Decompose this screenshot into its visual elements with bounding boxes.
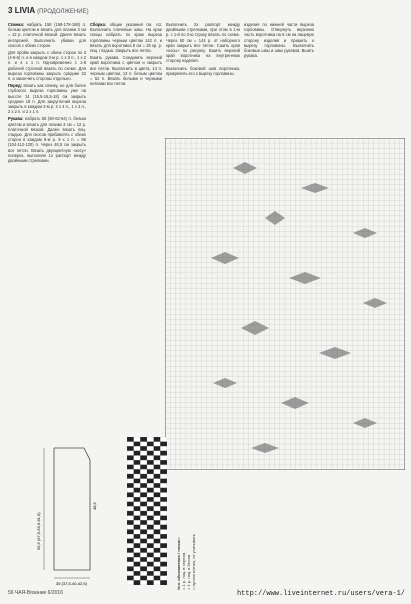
braid-cell bbox=[160, 483, 167, 488]
braid-cell bbox=[160, 446, 167, 451]
braid-cell bbox=[160, 511, 167, 516]
braid-cell bbox=[147, 506, 154, 511]
braid-cell bbox=[147, 571, 154, 576]
braid-cell bbox=[127, 493, 134, 498]
braid-cell bbox=[160, 474, 167, 479]
braid-cell bbox=[127, 488, 134, 493]
braid-cell bbox=[127, 571, 134, 576]
braid-cell bbox=[134, 567, 141, 572]
braid-cell bbox=[140, 525, 147, 530]
braid-cell bbox=[160, 506, 167, 511]
braid-cell bbox=[134, 534, 141, 539]
model-subtitle: (ПРОДОЛЖЕНИЕ) bbox=[37, 9, 89, 15]
braid-cell bbox=[154, 562, 161, 567]
braid-cell bbox=[140, 483, 147, 488]
braid-cell bbox=[127, 446, 134, 451]
braid-cell bbox=[154, 488, 161, 493]
braid-cell bbox=[147, 465, 154, 470]
legend-item: = 1 p. лиц. в белом bbox=[186, 554, 191, 590]
braid-cell bbox=[134, 543, 141, 548]
braid-cell bbox=[127, 479, 134, 484]
braid-cell bbox=[140, 442, 147, 447]
braid-cell bbox=[134, 483, 141, 488]
braid-cell bbox=[160, 557, 167, 562]
braid-cell bbox=[154, 497, 161, 502]
braid-cell bbox=[127, 539, 134, 544]
braid-cell bbox=[127, 511, 134, 516]
braid-cell bbox=[134, 442, 141, 447]
braid-cell bbox=[160, 539, 167, 544]
braid-cell bbox=[160, 548, 167, 553]
braid-cell bbox=[147, 520, 154, 525]
paragraph bbox=[166, 22, 240, 64]
braid-cell bbox=[154, 456, 161, 461]
braid-cell bbox=[147, 580, 154, 585]
chart-motif bbox=[251, 443, 279, 453]
chart-motif bbox=[301, 183, 329, 193]
braid-chart bbox=[127, 437, 167, 585]
braid-cell bbox=[127, 474, 134, 479]
braid-cell bbox=[154, 571, 161, 576]
braid-cell bbox=[154, 557, 161, 562]
braid-cell bbox=[140, 580, 147, 585]
braid-cell bbox=[127, 534, 134, 539]
braid-cell bbox=[147, 562, 154, 567]
schema-label: 48,5 bbox=[92, 502, 97, 510]
paragraph bbox=[8, 83, 86, 114]
text-column-4 bbox=[244, 22, 314, 60]
braid-cell bbox=[140, 474, 147, 479]
braid-cell bbox=[127, 502, 134, 507]
legend-title: Усл. обозначения / «коса»: bbox=[176, 537, 181, 590]
braid-cell bbox=[134, 465, 141, 470]
braid-cell bbox=[154, 460, 161, 465]
braid-cell bbox=[147, 502, 154, 507]
braid-cell bbox=[140, 479, 147, 484]
braid-cell bbox=[160, 516, 167, 521]
braid-cell bbox=[134, 571, 141, 576]
braid-cell bbox=[154, 534, 161, 539]
braid-cell bbox=[127, 442, 134, 447]
paragraph bbox=[166, 66, 240, 76]
braid-cell bbox=[147, 548, 154, 553]
braid-cell bbox=[154, 446, 161, 451]
braid-cell bbox=[147, 474, 154, 479]
paragraph-heading: Сборка: bbox=[90, 22, 110, 27]
braid-cell bbox=[140, 446, 147, 451]
braid-cell bbox=[147, 543, 154, 548]
braid-cell bbox=[140, 469, 147, 474]
braid-cell bbox=[147, 530, 154, 535]
braid-cell bbox=[160, 451, 167, 456]
braid-cell bbox=[147, 442, 154, 447]
paragraph-text: набрать 158 (168-178-188) п. белым цветом и вязать для планки 3 см = 12 р. платочной вязкой. Далее вязать интарсией. Выполнить убавки для скосов с обеих сторон. bbox=[8, 22, 86, 48]
braid-cell bbox=[140, 465, 147, 470]
chart-motif bbox=[281, 397, 309, 409]
braid-cell bbox=[160, 437, 167, 442]
braid-cell bbox=[147, 576, 154, 581]
braid-cell bbox=[160, 571, 167, 576]
braid-cell bbox=[127, 580, 134, 585]
braid-cell bbox=[140, 548, 147, 553]
braid-cell bbox=[154, 567, 161, 572]
braid-cell bbox=[127, 456, 134, 461]
braid-cell bbox=[134, 557, 141, 562]
braid-cell bbox=[127, 497, 134, 502]
braid-cell bbox=[127, 553, 134, 558]
braid-cell bbox=[160, 530, 167, 535]
braid-cell bbox=[147, 460, 154, 465]
braid-cell bbox=[140, 557, 147, 562]
schema-label: 35 (37,5-40-42,5) bbox=[56, 581, 87, 586]
braid-cell bbox=[160, 456, 167, 461]
braid-cell bbox=[147, 493, 154, 498]
braid-cell bbox=[147, 483, 154, 488]
braid-cell bbox=[140, 488, 147, 493]
braid-cell bbox=[134, 530, 141, 535]
braid-cell bbox=[127, 506, 134, 511]
braid-cell bbox=[134, 506, 141, 511]
paragraph bbox=[244, 22, 314, 58]
braid-cell bbox=[134, 520, 141, 525]
braid-cell bbox=[127, 530, 134, 535]
paragraph-text: Выполнить боковой шов воротника, прикрепить его к вырезу горловины. bbox=[166, 65, 240, 76]
braid-cell bbox=[140, 534, 147, 539]
braid-cell bbox=[147, 511, 154, 516]
braid-cell bbox=[154, 543, 161, 548]
braid-cell bbox=[134, 553, 141, 558]
paragraph bbox=[8, 50, 86, 81]
braid-cell bbox=[160, 479, 167, 484]
paragraph-heading: Спинка: bbox=[8, 22, 27, 27]
braid-cell bbox=[154, 516, 161, 521]
chart-motif bbox=[353, 418, 377, 428]
braid-cell bbox=[134, 580, 141, 585]
braid-cell bbox=[127, 557, 134, 562]
braid-cell bbox=[127, 548, 134, 553]
braid-cell bbox=[140, 567, 147, 572]
braid-cell bbox=[127, 483, 134, 488]
braid-cell bbox=[134, 576, 141, 581]
braid-cell bbox=[160, 502, 167, 507]
braid-cell bbox=[160, 460, 167, 465]
chart-motif bbox=[319, 347, 351, 359]
braid-cell bbox=[147, 567, 154, 572]
braid-cell bbox=[154, 548, 161, 553]
braid-cell bbox=[154, 525, 161, 530]
braid-cell bbox=[147, 446, 154, 451]
text-column-1 bbox=[8, 22, 86, 165]
braid-cell bbox=[140, 460, 147, 465]
braid-cell bbox=[127, 562, 134, 567]
braid-cell bbox=[134, 539, 141, 544]
braid-cell bbox=[127, 543, 134, 548]
braid-cell bbox=[160, 497, 167, 502]
braid-cell bbox=[127, 460, 134, 465]
paragraph-text: Выполнить 2x раппорт между двойными стрелками, при этом в 1-м р. с 1-й по 3-ю строку вязать по схеме. Через 60 см = 144 р. от наборного края закрыть все петли. Сшить края «косы» по рисунку. Вшить верхний край воротника на внутреннюю сторону изделия. bbox=[166, 22, 240, 64]
braid-cell bbox=[140, 506, 147, 511]
chart-motif bbox=[363, 298, 387, 308]
braid-cell bbox=[134, 497, 141, 502]
braid-cell bbox=[127, 567, 134, 572]
source-url[interactable]: http://www.liveinternet.ru/users/vera-1/ bbox=[236, 590, 405, 598]
braid-cell bbox=[140, 493, 147, 498]
braid-cell bbox=[147, 437, 154, 442]
braid-cell bbox=[140, 520, 147, 525]
chart-motif bbox=[211, 252, 239, 264]
braid-cell bbox=[134, 469, 141, 474]
braid-cell bbox=[134, 451, 141, 456]
braid-cell bbox=[147, 534, 154, 539]
paragraph bbox=[8, 116, 86, 163]
braid-cell bbox=[140, 539, 147, 544]
paragraph-text: общие указания см. А3. Выполнить плечевые швы. На крае спицы набрать по краю выреза горловины черным цветом 142 п. и вязать для воротника 8 см = 25 кр. р. лиц. гладью. Закрыть все петли. bbox=[90, 22, 163, 54]
braid-cell bbox=[127, 469, 134, 474]
braid-cell bbox=[134, 493, 141, 498]
braid-cell bbox=[160, 576, 167, 581]
braid-cell bbox=[147, 539, 154, 544]
braid-cell bbox=[134, 479, 141, 484]
braid-cell bbox=[140, 497, 147, 502]
braid-cell bbox=[134, 456, 141, 461]
braid-cell bbox=[127, 465, 134, 470]
braid-cell bbox=[154, 539, 161, 544]
braid-cell bbox=[160, 465, 167, 470]
braid-cell bbox=[154, 451, 161, 456]
paragraph bbox=[90, 55, 162, 86]
paragraph bbox=[90, 22, 162, 53]
braid-cell bbox=[160, 520, 167, 525]
braid-cell bbox=[147, 488, 154, 493]
braid-cell bbox=[154, 437, 161, 442]
braid-cell bbox=[160, 469, 167, 474]
paragraph bbox=[8, 22, 86, 48]
braid-cell bbox=[134, 562, 141, 567]
braid-cell bbox=[147, 451, 154, 456]
braid-cell bbox=[154, 479, 161, 484]
braid-cell bbox=[140, 502, 147, 507]
braid-cell bbox=[160, 543, 167, 548]
chart-motif bbox=[241, 321, 269, 335]
pattern-schematic bbox=[14, 440, 114, 588]
model-title: LIVIA bbox=[14, 6, 35, 15]
braid-cell bbox=[160, 525, 167, 530]
braid-cell bbox=[140, 530, 147, 535]
braid-cell bbox=[134, 446, 141, 451]
schema-label: 55,5 (57,5-59,5-61,5) bbox=[36, 512, 41, 550]
paragraph-text: Для пройм закрыть с обеих сторон по 3 (4-5-6) п. и в каждом 2-м р. 1 x 3 п., 1 x 2 п. и 4 x 1 п. Одновременно с 1-й рабочей строчкой вязать по схеме. Для выреза горловины закрыть средние 32 п. и закончить стороны отдельно. bbox=[8, 50, 86, 82]
mini-chart-wrapper bbox=[127, 437, 167, 585]
braid-cell bbox=[147, 557, 154, 562]
braid-cell bbox=[134, 511, 141, 516]
paragraph-text: набрать 58 (60-62-64) п. белым цветом и вязать для планки 3 см = 12 р. платочной вязкой. Далее вязать лиц. гладью. Для скосов прибавлять с обеих сторон в каждом 8-м р. 9 x 1 п. = 96 (104-112-120) п. Через 48,5 см закрыть все петли. Вязать двухцветную «косу» поперек, выполняя 1x раппорт между двойными стрелками. bbox=[8, 116, 87, 164]
braid-cell bbox=[127, 516, 134, 521]
braid-cell bbox=[147, 516, 154, 521]
legend-item: = 1 p. лиц. в черном bbox=[181, 552, 186, 590]
knitting-chart bbox=[165, 138, 405, 470]
braid-cell bbox=[147, 479, 154, 484]
braid-cell bbox=[140, 451, 147, 456]
braid-cell bbox=[140, 516, 147, 521]
paragraph-text: вязать как спинку, но для более глубокого выреза горловины уже на высоте 14 (15,5-16,5-18) см закрыть средние 18 п. Для закругления выреза закрыть в каждом 2-м р. 2 x 4 п., 1 x 3 п., 2 x 2 п. и 2 x 1 п. bbox=[8, 83, 86, 115]
braid-cell bbox=[154, 576, 161, 581]
chart-motif bbox=[265, 211, 285, 225]
braid-cell bbox=[127, 437, 134, 442]
braid-cell bbox=[140, 543, 147, 548]
braid-cell bbox=[160, 488, 167, 493]
paragraph-heading: Рукава: bbox=[8, 116, 25, 122]
braid-cell bbox=[140, 571, 147, 576]
braid-cell bbox=[160, 534, 167, 539]
paragraph-heading: Перед: bbox=[8, 83, 24, 89]
braid-cell bbox=[134, 474, 141, 479]
braid-cell bbox=[154, 442, 161, 447]
braid-cell bbox=[140, 562, 147, 567]
braid-cell bbox=[160, 580, 167, 585]
braid-cell bbox=[160, 562, 167, 567]
braid-cell bbox=[140, 437, 147, 442]
chart-motif bbox=[213, 378, 237, 388]
braid-cell bbox=[154, 469, 161, 474]
chart-motif bbox=[233, 162, 257, 174]
page-footer: 56 ЧАЯ-Вязание 6/2016 bbox=[8, 590, 63, 596]
text-column-2 bbox=[90, 22, 162, 88]
braid-cell bbox=[134, 437, 141, 442]
braid-cell bbox=[127, 520, 134, 525]
braid-cell bbox=[134, 502, 141, 507]
paragraph-text: Вшить рукава. Соединить верхний край воротника с цветом и закрыть все петли. Выполнить в цвета, 13 п. черным цветом, 13 п. белым цветом = 52 п. Вязать белыми и черными нитками все петли. bbox=[90, 55, 162, 87]
braid-cell bbox=[154, 580, 161, 585]
braid-cell bbox=[147, 469, 154, 474]
braid-cell bbox=[134, 548, 141, 553]
braid-cell bbox=[147, 456, 154, 461]
braid-cell bbox=[154, 520, 161, 525]
legend-block bbox=[176, 450, 196, 590]
braid-cell bbox=[160, 553, 167, 558]
braid-cell bbox=[140, 456, 147, 461]
braid-cell bbox=[154, 506, 161, 511]
braid-cell bbox=[154, 511, 161, 516]
braid-cell bbox=[127, 576, 134, 581]
braid-cell bbox=[154, 553, 161, 558]
braid-cell bbox=[134, 516, 141, 521]
braid-cell bbox=[147, 525, 154, 530]
braid-cell bbox=[147, 553, 154, 558]
braid-cell bbox=[154, 502, 161, 507]
braid-cell bbox=[127, 525, 134, 530]
braid-cell bbox=[160, 493, 167, 498]
model-number: 3 bbox=[8, 6, 13, 15]
braid-cell bbox=[127, 451, 134, 456]
braid-cell bbox=[154, 493, 161, 498]
braid-cell bbox=[154, 474, 161, 479]
braid-cell bbox=[134, 525, 141, 530]
braid-cell bbox=[154, 483, 161, 488]
paragraph-text: изделия по нижней части выреза горловины. Отвернуть верхнюю часть воротника на 5 см на лицевую сторону изделия и пришить к вырезу горловины. Выполнить боковые швы и швы рукавов. Вшить рукава. bbox=[244, 22, 314, 59]
text-column-3 bbox=[166, 22, 240, 78]
braid-cell bbox=[140, 553, 147, 558]
braid-cell bbox=[154, 530, 161, 535]
braid-cell bbox=[147, 497, 154, 502]
legend-item: = пустая клетка, не учитывать bbox=[191, 534, 196, 590]
braid-cell bbox=[154, 465, 161, 470]
front-outline bbox=[54, 448, 90, 570]
braid-cell bbox=[140, 511, 147, 516]
braid-cell bbox=[134, 488, 141, 493]
braid-cell bbox=[160, 567, 167, 572]
page-header bbox=[8, 6, 89, 15]
braid-cell bbox=[160, 442, 167, 447]
braid-cell bbox=[134, 460, 141, 465]
braid-cell bbox=[140, 576, 147, 581]
